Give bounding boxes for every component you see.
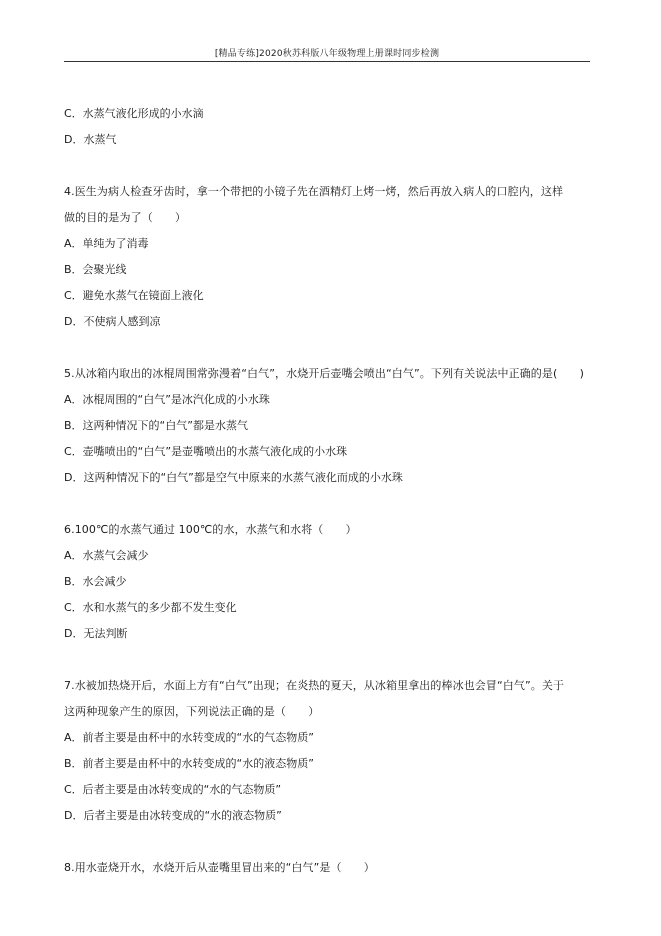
option-c-continued: C．水蒸气液化形成的小水滴: [64, 107, 204, 120]
question-4-option-d: D．不使病人感到凉: [64, 315, 161, 328]
question-5-option-b: B．这两种情况下的“白气”都是水蒸气: [64, 419, 248, 432]
question-4-stem-line-2: 做的目的是为了（ ）: [64, 211, 187, 224]
question-6-stem-line-1: 6.100℃的水蒸气通过 100℃的水，水蒸气和水将（ ）: [64, 523, 357, 536]
question-7-option-a: A．前者主要是由杯中的水转变成的“水的气态物质”: [64, 731, 314, 744]
question-7-stem-line-2: 这两种现象产生的原因，下列说法正确的是（ ）: [64, 705, 320, 718]
question-6-option-a: A．水蒸气会减少: [64, 549, 149, 562]
question-7-option-d: D．后者主要是由冰转变成的“水的液态物质”: [64, 809, 282, 822]
question-6-option-b: B．水会减少: [64, 575, 127, 588]
question-7-option-c: C．后者主要是由冰转变成的“水的气态物质”: [64, 783, 282, 796]
question-4-stem-line-1: 4.医生为病人检查牙齿时，拿一个带把的小镜子先在酒精灯上烤一烤，然后再放入病人的口腔内，这样: [64, 185, 564, 198]
page-header: [精品专练]2020秋苏科版八年级物理上册课时同步检测: [214, 49, 440, 59]
question-5-option-d: D．这两种情况下的“白气”都是空气中原来的水蒸气液化而成的小水珠: [64, 471, 403, 484]
question-6-option-c: C．水和水蒸气的多少都不发生变化: [64, 601, 237, 614]
question-5-option-c: C．壶嘴喷出的“白气”是壶嘴喷出的水蒸气液化成的小水珠: [64, 445, 348, 458]
question-5-option-a: A．冰棍周围的“白气”是冰汽化成的小水珠: [64, 393, 270, 406]
question-4-option-a: A．单纯为了消毒: [64, 237, 149, 250]
option-d-continued: D．水蒸气: [64, 133, 117, 146]
question-6-option-d: D．无法判断: [64, 627, 128, 640]
question-8-stem-line-1: 8.用水壶烧开水，水烧开后从壶嘴里冒出来的“白气”是（ ）: [64, 861, 375, 874]
question-5-stem-line-1: 5.从冰箱内取出的冰棍周围常弥漫着“白气”，水烧开后壶嘴会喷出“白气”。下列有关说法中正确的是( ): [64, 367, 584, 380]
question-4-option-c: C．避免水蒸气在镜面上液化: [64, 289, 204, 302]
question-7-stem-line-1: 7.水被加热烧开后，水面上方有“白气”出现；在炎热的夏天，从冰箱里拿出的棒冰也会冒“白气”。关于: [64, 679, 565, 692]
question-7-option-b: B．前者主要是由杯中的水转变成的“水的液态物质”: [64, 757, 314, 770]
question-4-option-b: B．会聚光线: [64, 263, 127, 276]
header-divider: [64, 61, 590, 62]
